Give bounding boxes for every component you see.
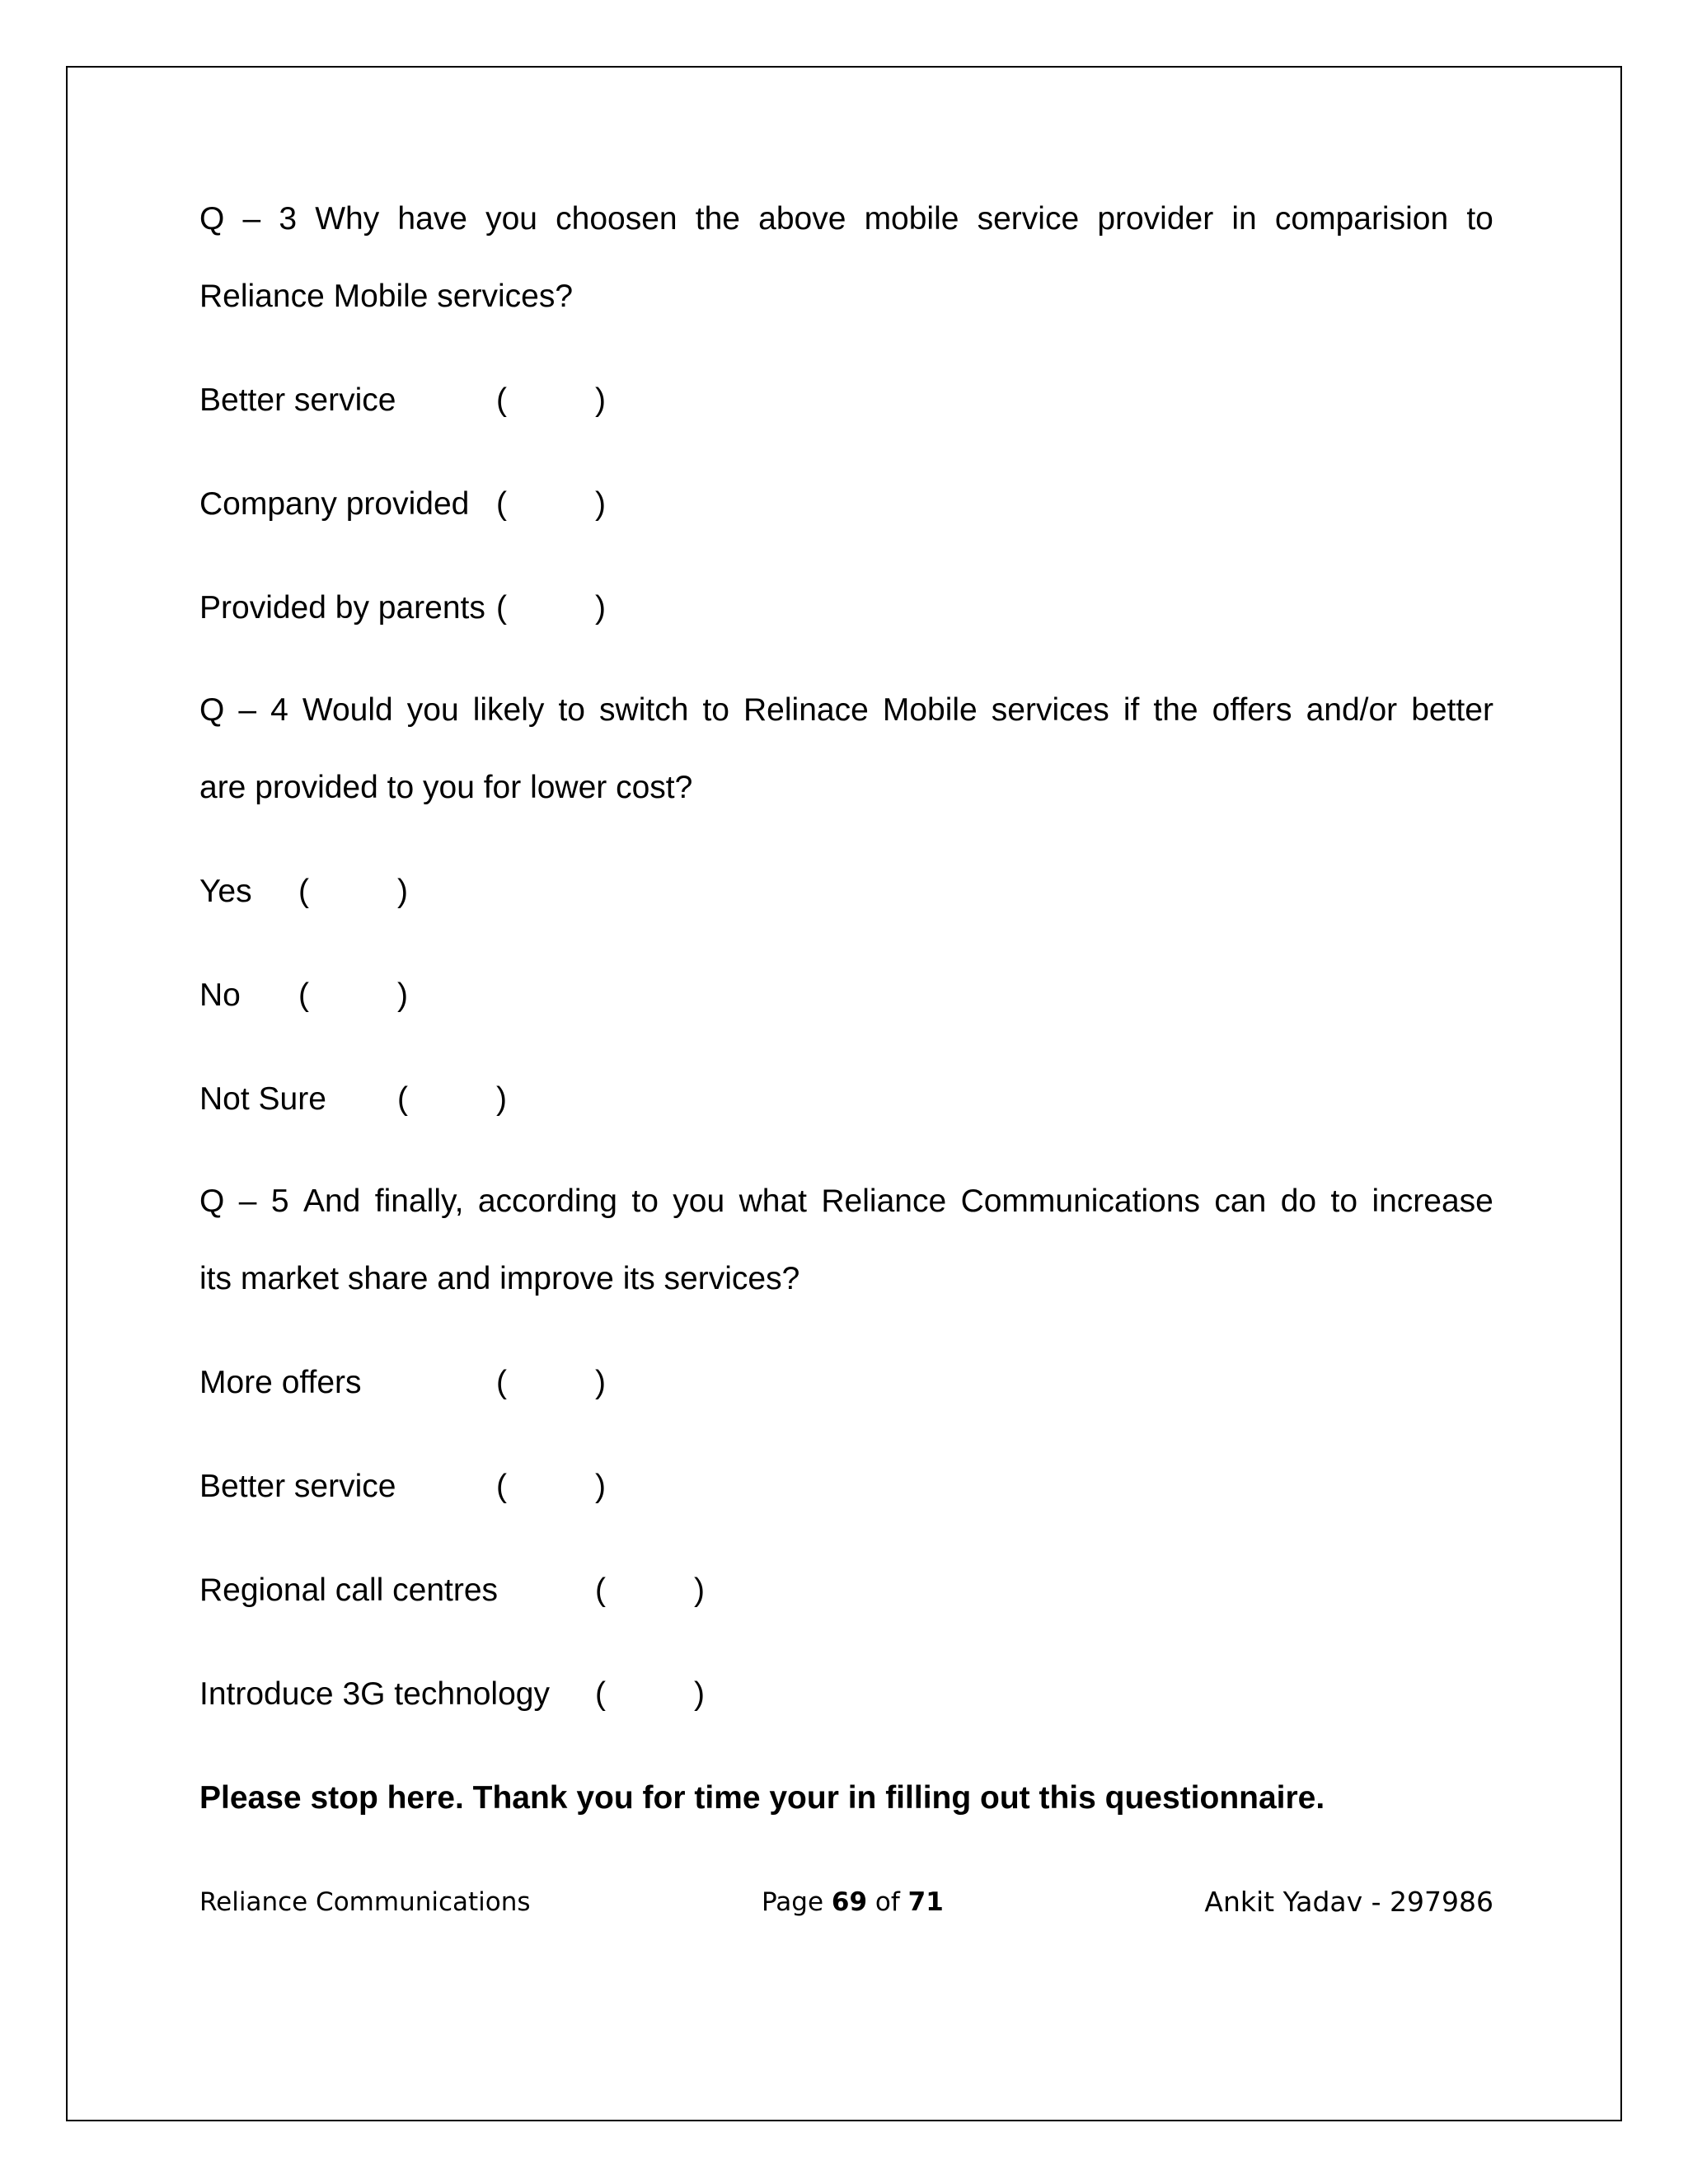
question-word: – [242, 201, 261, 237]
option-label: More offers [199, 1365, 362, 1400]
question-5-line-2: its market share and improve its services? [199, 1261, 800, 1296]
option-open-paren: ( [298, 874, 309, 909]
question-word: in [1231, 201, 1257, 237]
q5-option-introduce-3g[interactable] [199, 1675, 705, 1714]
page-footer [199, 1884, 1493, 1920]
footer-company: Reliance Communications [199, 1887, 531, 1917]
question-word: you [485, 201, 537, 237]
q4-option-not-sure[interactable] [199, 1080, 507, 1119]
question-word: above [758, 201, 846, 237]
question-word: Communications [960, 1183, 1201, 1219]
footer-author: Ankit Yadav - 297986 [1204, 1886, 1493, 1918]
question-word: Would [302, 692, 393, 728]
question-word: Mobile [882, 692, 978, 728]
q4-option-no[interactable] [199, 976, 408, 1015]
question-word: Reliance [821, 1183, 947, 1219]
question-3-line-2: Reliance Mobile services? [199, 279, 574, 314]
question-word: increase [1372, 1183, 1493, 1219]
question-word: 5 [270, 1183, 289, 1219]
option-close-paren: ) [595, 1365, 606, 1400]
question-word: choosen [556, 201, 678, 237]
question-word: And [302, 1183, 361, 1219]
question-3-line-1 [199, 199, 1493, 239]
question-word: what [738, 1183, 807, 1219]
option-open-paren: ( [595, 1572, 606, 1608]
option-open-paren: ( [496, 486, 507, 522]
option-close-paren: ) [397, 874, 408, 909]
option-close-paren: ) [595, 1469, 606, 1504]
q3-option-company-provided[interactable] [199, 485, 606, 524]
q3-option-better-service[interactable] [199, 381, 606, 420]
option-open-paren: ( [595, 1676, 606, 1712]
question-word: Q [199, 692, 225, 728]
option-label: Better service [199, 1469, 396, 1504]
question-word: have [397, 201, 467, 237]
question-word: better [1411, 692, 1493, 728]
option-label: Provided by parents [199, 590, 485, 626]
closing-statement: Please stop here. Thank you for time your in filling out this questionnaire. [199, 1780, 1325, 1816]
question-word: to [702, 692, 729, 728]
option-close-paren: ) [694, 1676, 705, 1712]
question-word: – [238, 1183, 257, 1219]
option-label: No [199, 977, 241, 1013]
question-word: can [1214, 1183, 1267, 1219]
question-word: Q [199, 201, 225, 237]
question-word: likely [472, 692, 545, 728]
option-label: Yes [199, 874, 252, 909]
option-close-paren: ) [595, 590, 606, 626]
footer-page-number [762, 1884, 944, 1920]
question-4-line-1 [199, 691, 1493, 730]
page-total: 71 [907, 1887, 944, 1917]
question-word: – [238, 692, 257, 728]
q5-option-regional-call-centres[interactable] [199, 1571, 705, 1610]
question-word: switch [599, 692, 689, 728]
option-label: Better service [199, 382, 396, 418]
option-label: Company provided [199, 486, 470, 522]
question-word: you [406, 692, 459, 728]
option-label: Not Sure [199, 1081, 326, 1117]
question-word: services [991, 692, 1109, 728]
question-word: finally, [374, 1183, 464, 1219]
question-word: to [1466, 201, 1493, 237]
question-word: do [1280, 1183, 1317, 1219]
page-current: 69 [831, 1887, 868, 1917]
option-close-paren: ) [694, 1572, 705, 1608]
option-label: Regional call centres [199, 1572, 499, 1608]
question-word: to [631, 1183, 659, 1219]
option-open-paren: ( [298, 977, 309, 1013]
option-close-paren: ) [496, 1081, 507, 1117]
question-word: offers [1212, 692, 1292, 728]
question-word: Q [199, 1183, 225, 1219]
option-label: Introduce 3G technology [199, 1676, 550, 1712]
question-word: mobile [864, 201, 959, 237]
question-word: the [1153, 692, 1198, 728]
q5-option-better-service[interactable] [199, 1467, 606, 1507]
option-close-paren: ) [397, 977, 408, 1013]
question-4-line-2: are provided to you for lower cost? [199, 770, 693, 805]
question-5-line-1 [199, 1182, 1493, 1221]
question-word: comparision [1274, 201, 1449, 237]
question-word: to [1330, 1183, 1358, 1219]
question-word: if [1123, 692, 1140, 728]
question-word: you [673, 1183, 725, 1219]
q3-option-provided-by-parents[interactable] [199, 588, 606, 628]
option-open-paren: ( [496, 590, 507, 626]
q4-option-yes[interactable] [199, 872, 408, 912]
question-word: to [558, 692, 585, 728]
page-prefix: Page [762, 1887, 824, 1917]
page-of: of [874, 1887, 900, 1917]
question-word: service [977, 201, 1080, 237]
question-word: the [695, 201, 740, 237]
question-word: Relinace [743, 692, 869, 728]
question-word: provider [1097, 201, 1214, 237]
question-word: 4 [270, 692, 288, 728]
question-word: according [477, 1183, 617, 1219]
question-word: and/or [1306, 692, 1398, 728]
option-open-paren: ( [496, 1365, 507, 1400]
question-word: Why [315, 201, 380, 237]
option-open-paren: ( [397, 1081, 408, 1117]
option-close-paren: ) [595, 382, 606, 418]
option-close-paren: ) [595, 486, 606, 522]
question-word: 3 [279, 201, 298, 237]
option-open-paren: ( [496, 382, 507, 418]
q5-option-more-offers[interactable] [199, 1363, 606, 1403]
option-open-paren: ( [496, 1469, 507, 1504]
